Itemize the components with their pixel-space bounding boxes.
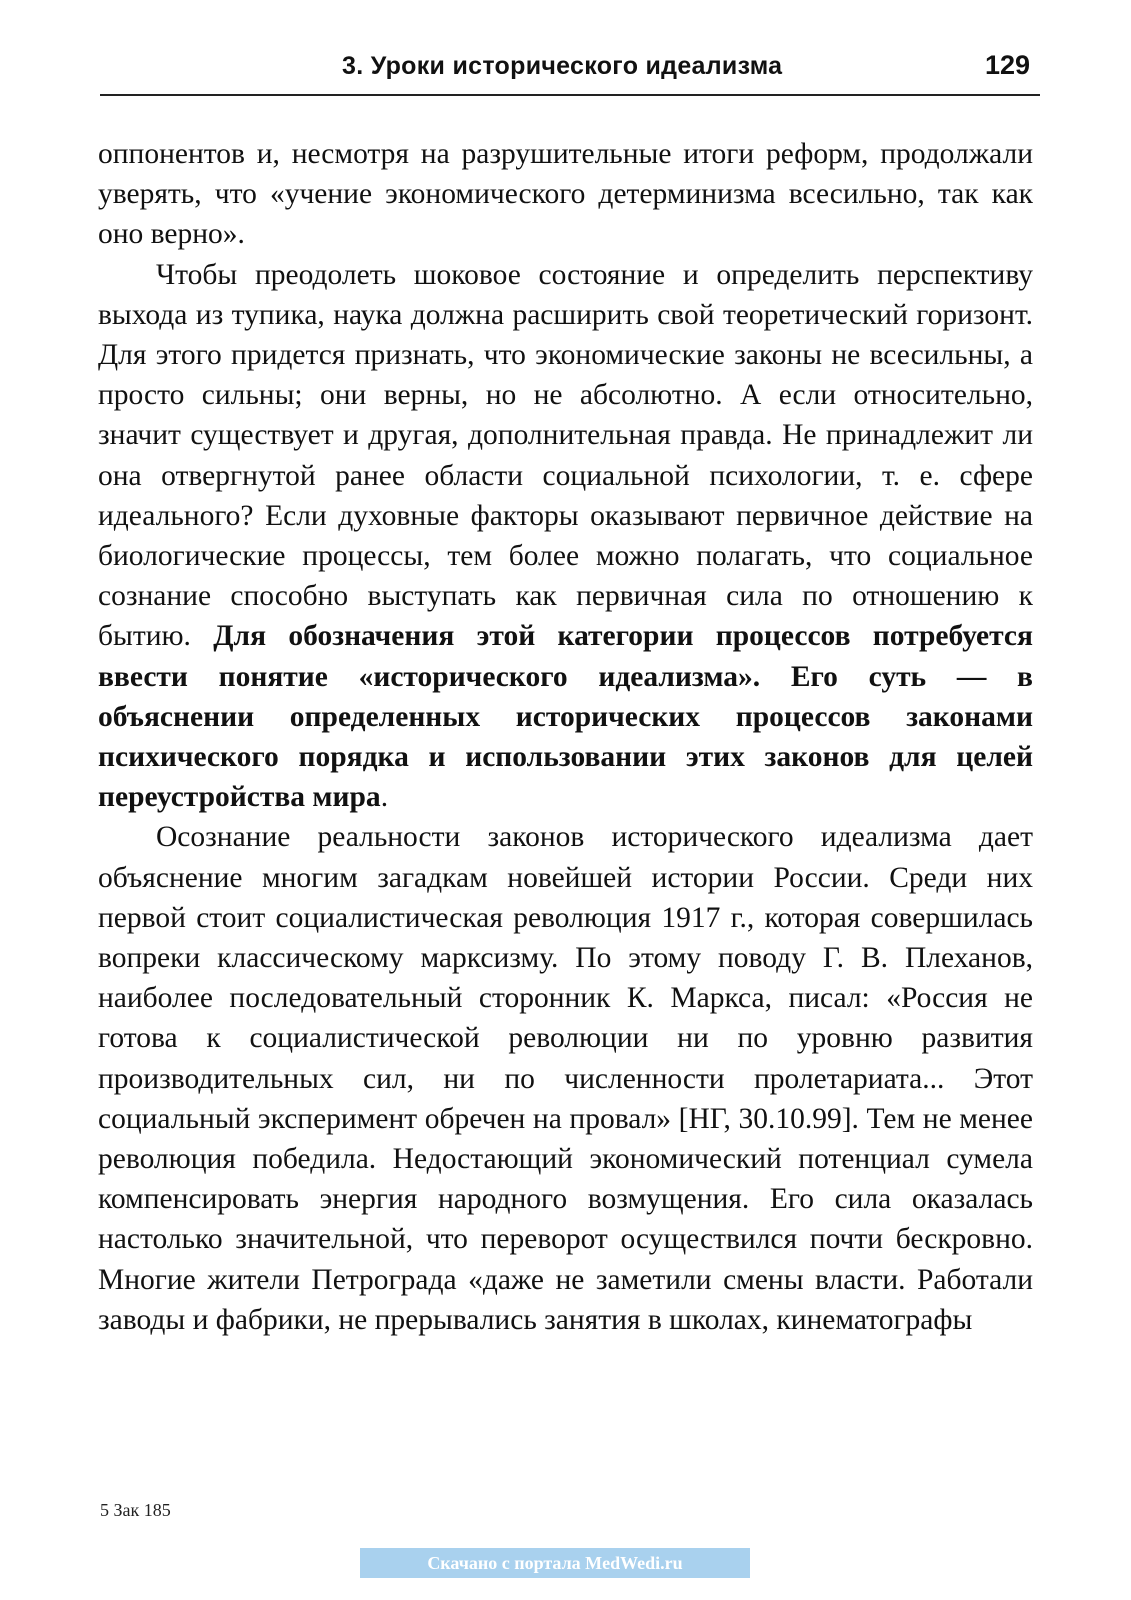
paragraph-2-emphasis: Для обозначения этой категории процессов потребуется ввести понятие «исторического идеализма». Его суть — в объяснении определенных исторических процессов законами психического порядка и использовании этих законов для целей переустройства мира xyxy=(98,620,1033,814)
paragraph-3-text: Осознание реальности законов исторического идеализма дает объяснение многим загадкам новейшей истории России. Среди них первой стоит социалистическая революция 1917 г., которая совершилась вопреки классическому марксизму. По этому поводу Г. В. Плеханов, наиболее последовательный сторонник К. Маркса, писал: «Россия не готова к социалистической революции ни по уровню развития производительных сил, ни по численности пролетариата... Этот социальный эксперимент обречен на провал» [НГ, 30.10.99]. Тем не менее революция победила. Недостающий экономический потенциал сумела компенсировать энергия народного возмущения. Его сила оказалась настолько значительной, что переворот осуществился почти бескровно. Многие жители Петрограда «даже не заметили смены власти. Работали заводы и фабрики, не прерывались занятия в школах, кинематографы xyxy=(98,821,1033,1336)
body-text xyxy=(98,134,1033,1340)
paragraph-2 xyxy=(98,255,1033,818)
download-watermark[interactable]: Скачано с портала MedWedi.ru xyxy=(360,1548,750,1578)
running-header xyxy=(100,50,1040,96)
paragraph-1-text: оппонентов и, несмотря на разрушительные итоги реформ, продолжали уверять, что «учение экономического детерминизма всесильно, так как оно верно». xyxy=(98,138,1033,251)
paragraph-2-text: Чтобы преодолеть шоковое состояние и определить перспективу выхода из тупика, наука должна расширить свой теоретический горизонт. Для этого придется признать, что экономические законы не всесильны, а просто сильны; они верны, но не абсолютно. А если относительно, значит существует и другая, дополнительная правда. Не принадлежит ли она отвергнутой ранее области социальной психологии, т. е. сфере идеального? Если духовные факторы оказывают первичное действие на биологические процессы, тем более можно полагать, что социальное сознание способно выступать как первичная сила по отношению к бытию. xyxy=(98,258,1033,653)
paragraph-1 xyxy=(98,134,1033,255)
page-number: 129 xyxy=(984,50,1030,80)
print-code: 5 Зак 185 xyxy=(100,1500,171,1520)
paragraph-3 xyxy=(98,817,1033,1340)
running-title: 3. Уроки исторического идеализма xyxy=(342,52,783,80)
paragraph-2-end: . xyxy=(380,781,389,814)
